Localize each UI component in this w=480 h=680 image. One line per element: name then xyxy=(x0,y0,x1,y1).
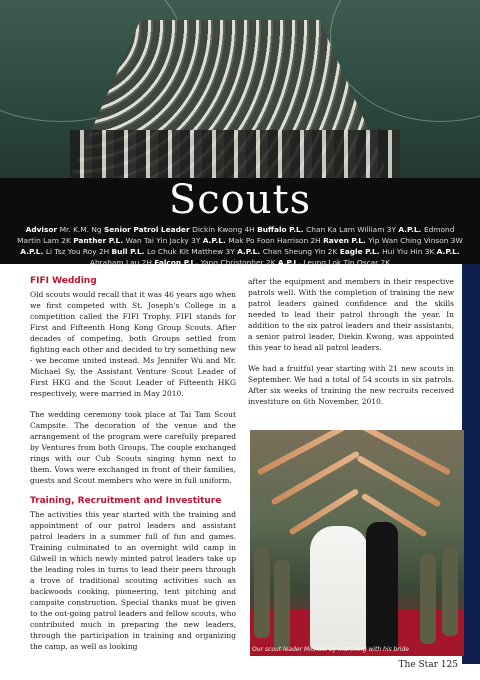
roster-name: Yip Wan Ching Vinson 3W xyxy=(368,236,463,245)
roster-role: Raven P.L. xyxy=(323,236,369,245)
groom xyxy=(366,522,398,650)
title-band xyxy=(0,177,480,267)
roster-role: Eagle P.L. xyxy=(339,247,383,256)
bride xyxy=(310,526,368,650)
roster-name: Yang Christopher 2K xyxy=(200,258,278,267)
training-heading: Training, Recruitment and Investiture xyxy=(30,496,222,506)
roster-role: A.P.L. xyxy=(398,225,424,234)
roster-role: Falcon P.L. xyxy=(154,258,201,267)
roster xyxy=(14,224,466,268)
fifi-paragraph-1: Old scouts would recall that it was 46 years ago when we first competed with St. Joseph's College in a competition called the FIFI Trophy. FIFI stands for First and Fifteenth Hong Kong Group Scouts. After decades of competing, both Groups settled from fighting each other and decided to try something new - we become united instead. Ms Jennifer Wu and Mr. Michael Sy, the Assistant Venture Scout Leader of First HKG and the Scout Leader of Fifteenth HKG respectively, were married in May 2010. xyxy=(30,290,236,398)
page-title: Scouts xyxy=(168,177,312,223)
roster-role: A.P.L. xyxy=(277,258,304,267)
roster-name: Wan Tai Yin Jacky 3Y xyxy=(125,236,203,245)
right-column xyxy=(248,276,454,417)
roster-role: A.P.L. xyxy=(237,247,263,256)
wedding-photo xyxy=(250,430,464,656)
roster-role: A.P.L. xyxy=(202,236,229,245)
roster-role: Buffalo P.L. xyxy=(257,225,307,234)
roster-role: Senior Patrol Leader xyxy=(103,225,193,234)
right-paragraph-1: after the equipment and members in their respective patrols well. With the completion of training the new patrol leaders gained confidence and the skills needed to lead their patrol through the year. In addition to the six patrol leaders and their assistants, a senior patrol leader, Diekin Kwong, was appointed this year to head all patrol leaders. xyxy=(248,277,454,352)
roster-role: A.P.L. xyxy=(20,247,46,256)
roster-name: Dickin Kwong 4H xyxy=(192,225,258,234)
roster-role: Bull P.L. xyxy=(111,247,148,256)
right-paragraph-2: We had a fruitful year starting with 21 new scouts in September. We had a total of 54 scouts in six patrols. After six weeks of training the new recruits received investiture on 6th November, 2010. xyxy=(248,364,454,406)
fifi-paragraph-2: The wedding ceremony took place at Tai Tam Scout Campsite. The decoration of the venue and the arrangement of the program were carefully prepared by Ventures from both Groups. The couple exchanged rings with our Cub Scouts singing hymn next to them. Vows were exchanged in front of their families, guests and Scout members who were in full uniform. xyxy=(30,410,236,485)
fifi-heading: FIFI Wedding xyxy=(30,276,97,286)
roster-name: Lo Chuk Kit Matthew 3Y xyxy=(147,247,238,256)
roster-name: Li Tsz You Roy 2H xyxy=(45,247,112,256)
roster-name: Chan Ka Lam William 3Y xyxy=(306,225,399,234)
roster-role: A.P.L. xyxy=(436,247,460,256)
roster-name: Edmond Martin Lam 2K xyxy=(17,225,455,245)
training-paragraph-1: The activities this year started with the training and appointment of our patrol leaders and assistant patrol leaders in a summer full of fun and games. Training culminated to an overnight wild camp in Gilwell in which newly minted patrol leaders take up the leading roles in turns to lead their peers through a trove of traditional scouting activities such as backwoods cooking, pioneering, tent pitching and campsite construction. Special thanks must be given to the out-going patrol leaders and fellow scouts, who contributed much in preparing the new leaders, through the participation in training and organizing the camp, as well as looking xyxy=(30,510,236,651)
roster-role: Advisor xyxy=(25,225,60,234)
front-row xyxy=(70,130,400,178)
left-column xyxy=(30,276,236,662)
roster-name: Chan Sheung Yin 2K xyxy=(262,247,340,256)
roster-name: Mak Po Foon Harrison 2H xyxy=(228,236,324,245)
roster-name: Hui Yiu Hin 3K xyxy=(382,247,437,256)
roster-role: Panther P.L. xyxy=(73,236,126,245)
roster-name: Mr. K.M. Ng xyxy=(59,225,104,234)
group-photo xyxy=(0,0,480,178)
navy-sidebar xyxy=(462,264,480,664)
photo-caption: Our scout leader Michael Sy marching with his bride xyxy=(252,646,409,653)
page-folio: The Star 125 xyxy=(398,660,458,670)
roster-name: Abraham Lau 2H xyxy=(89,258,155,267)
roster-name: Leung Lok Tin Oscar 2K xyxy=(303,258,391,267)
